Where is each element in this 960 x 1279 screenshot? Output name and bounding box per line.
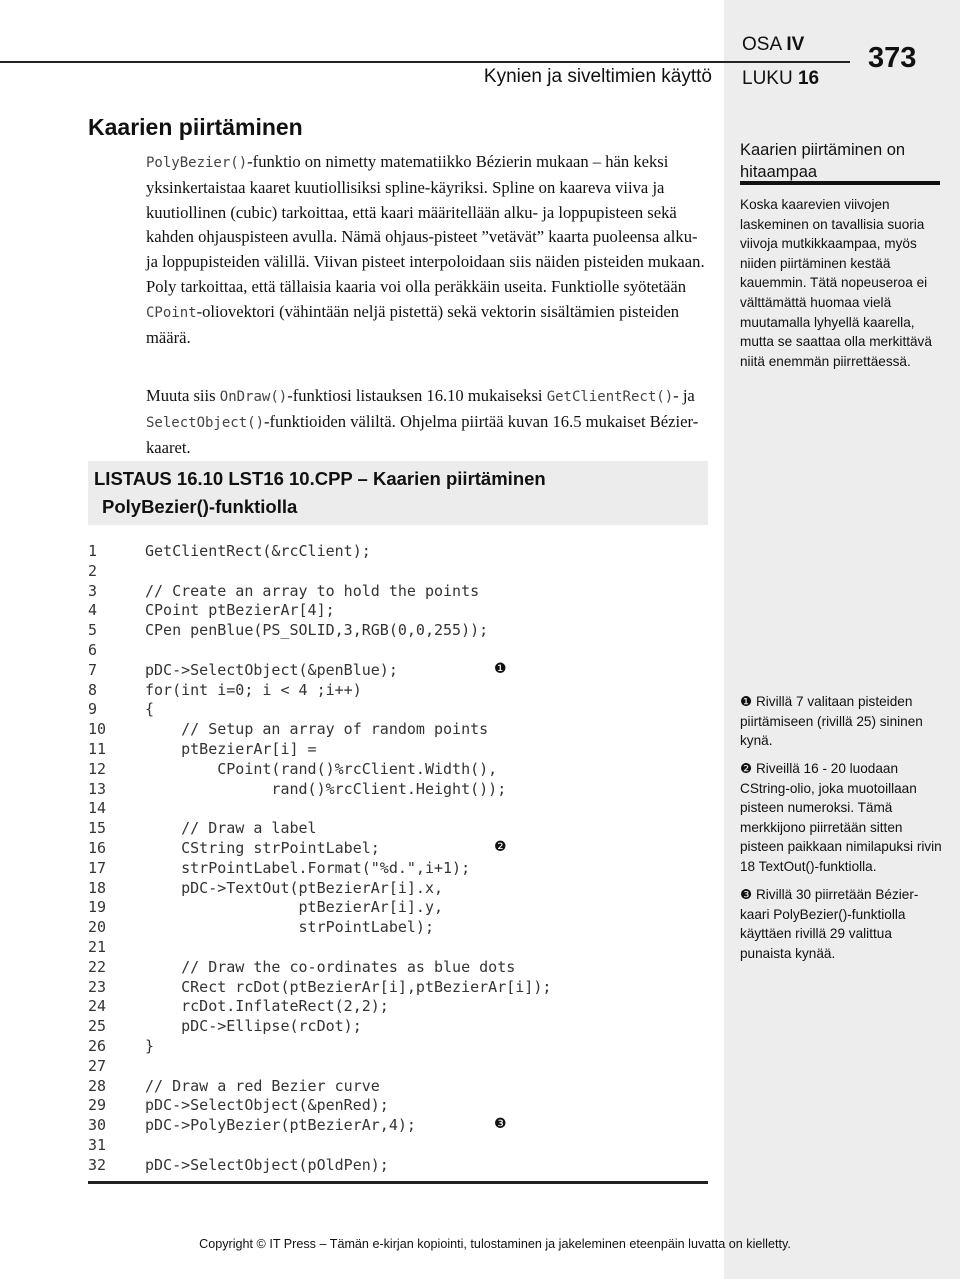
line-number: 16 [88, 839, 107, 857]
part-label [742, 34, 804, 56]
code-text: pDC->SelectObject(&penBlue); [145, 660, 398, 679]
copyright-footer: Copyright © IT Press – Tämän e-kirjan kopiointi, tulostaminen ja jakeleminen eteenpäin luvatta on kielletty. [199, 1237, 791, 1251]
line-number: 15 [88, 819, 107, 838]
inline-code: PolyBezier() [146, 155, 248, 171]
code-text: pDC->SelectObject(&penRed); [145, 1096, 389, 1115]
code-text: pDC->PolyBezier(ptBezierAr,4); [145, 1116, 416, 1135]
inline-code: SelectObject() [146, 414, 265, 431]
line-number: 11 [88, 740, 107, 758]
line-number: 21 [88, 938, 107, 956]
margin-column-background [724, 0, 960, 1279]
line-number: 13 [88, 779, 107, 798]
paragraph-text: -funktio on nimetty matematiikko Bézierin mukaan – hän keksi yksinkertaistaa kaaret kuutiollisiksi spline-käyriksi. Spline on kaareva viiva ja kuutiollinen (cubic) tarkoittaa, että kaari määritellään alku- ja loppupisteen sekä kahden ohjauspisteen avulla. Nämä ohjaus-pisteet ”vetävät” kaarta puoleensa alku- ja loppupisteiden välillä. Viivan pisteet interpoloidaan siis näiden pisteiden mukaan. Poly tarkoittaa, että tällaisia kaaria voi olla peräkkäin useita. Funktiolle syötetään [146, 152, 705, 296]
paragraph-text: -funktioiden väliltä. Ohjelma piirtää kuvan 16.5 mukaiset Bézier-kaaret. [146, 411, 699, 457]
code-text: // Create an array to hold the points [145, 581, 480, 600]
paragraph-text: -oliovektori (vähintään neljä pistettä) sekä vektorin sisältämien pisteiden määrä. [146, 301, 680, 347]
code-text: rand()%rcClient.Height()); [145, 779, 507, 798]
code-text: rcDot.InflateRect(2,2); [145, 997, 389, 1016]
line-number: 22 [88, 957, 107, 976]
line-number: 12 [88, 759, 107, 778]
code-text: CPen penBlue(PS_SOLID,3,RGB(0,0,255)); [145, 621, 489, 640]
code-text: // Draw the co-ordinates as blue dots [145, 957, 516, 976]
callout-marker: ❸ [494, 1116, 507, 1133]
note-text: Rivillä 7 valitaan pisteiden piirtämiseen (rivillä 25) sininen kynä. [740, 694, 923, 749]
sidebar-rule [740, 181, 940, 185]
line-number: 8 [88, 680, 98, 699]
line-number: 6 [88, 641, 98, 659]
listing-caption-line-1: LISTAUS 16.10 LST16 10.CPP – Kaarien piirtäminen [94, 468, 546, 489]
inline-code: OnDraw() [219, 389, 288, 405]
note-text: Riveillä 16 - 20 luodaan CString-olio, joka muotoillaan pisteen numeroksi. Tämä merkkijono piirretään sitten pisteen paikkaan nimilapuksi rivin 18 TextOut()-funktiolla. [740, 761, 942, 874]
code-text: ptBezierAr[i].y, [145, 898, 444, 917]
line-number: 7 [88, 660, 98, 679]
code-text: strPointLabel); [145, 918, 434, 937]
listing-bottom-rule [88, 1181, 708, 1184]
line-number: 4 [88, 601, 98, 620]
section-heading: Kaarien piirtäminen [88, 114, 303, 140]
code-text: pDC->TextOut(ptBezierAr[i].x, [145, 878, 444, 897]
listing-note-2 [740, 759, 945, 877]
line-number: 20 [88, 918, 107, 937]
code-text: // Draw a label [145, 819, 317, 838]
chapter-prefix: LUKU [742, 68, 793, 89]
chapter-number: 16 [797, 68, 820, 89]
code-text: // Setup an array of random points [145, 720, 489, 739]
line-number: 5 [88, 621, 98, 640]
line-number: 3 [88, 581, 98, 600]
header-rule [0, 61, 850, 63]
line-number: 19 [88, 898, 107, 917]
line-number: 14 [88, 799, 107, 818]
note-marker: ❶ [740, 694, 753, 709]
sidebar-heading: Kaarien piirtäminen on hitaampaa [740, 141, 906, 181]
paragraph-text: -funktiosi listauksen 16.10 mukaiseksi [287, 386, 547, 405]
line-number: 10 [88, 720, 107, 739]
listing-note-3 [740, 885, 945, 963]
line-number: 32 [88, 1155, 107, 1174]
code-text: ptBezierAr[i] = [145, 740, 317, 758]
code-text: for(int i=0; i < 4 ;i++) [145, 680, 362, 699]
line-number: 27 [88, 1056, 107, 1075]
line-number: 2 [88, 561, 98, 580]
inline-code: GetClientRect() [546, 389, 674, 405]
line-number: 28 [88, 1076, 107, 1095]
line-number: 29 [88, 1096, 107, 1115]
code-text: GetClientRect(&rcClient); [145, 542, 371, 560]
callout-marker: ❷ [494, 839, 507, 855]
sidebar-body: Koska kaarevien viivojen laskeminen on tavallisia suoria viivoja mutkikkaampaa, myös niiden piirtäminen kestää kauemmin. Tätä nopeuseroa ei välttämättä huomaa vielä muutamalla lyhyellä kaarella, mutta se saattaa olla merkittävä niitä enemmän piirrettäessä. [740, 197, 932, 369]
code-text: // Draw a red Bezier curve [145, 1076, 380, 1095]
inline-code: CPoint [146, 304, 197, 321]
line-number: 17 [88, 858, 107, 877]
code-text: CPoint ptBezierAr[4]; [145, 601, 335, 620]
part-prefix: OSA [742, 34, 782, 55]
code-text: CRect rcDot(ptBezierAr[i],ptBezierAr[i]); [145, 977, 552, 996]
note-marker: ❸ [740, 887, 753, 902]
line-number: 23 [88, 977, 107, 996]
line-number: 9 [88, 700, 98, 719]
line-number: 31 [88, 1136, 107, 1154]
line-number: 30 [88, 1116, 107, 1135]
line-number: 18 [88, 878, 107, 897]
line-number: 1 [88, 542, 98, 560]
code-text: CPoint(rand()%rcClient.Width(), [145, 759, 498, 778]
code-text: strPointLabel.Format("%d.",i+1); [145, 858, 471, 877]
paragraph-text: Muuta siis [146, 386, 220, 405]
listing-caption-line-2: PolyBezier()-funktiolla [102, 496, 298, 517]
line-number: 25 [88, 1017, 107, 1036]
code-text: pDC->Ellipse(rcDot); [145, 1017, 362, 1036]
code-text: CString strPointLabel; [145, 839, 380, 857]
running-chapter-title: Kynien ja siveltimien käyttö [483, 66, 712, 87]
note-text: Rivillä 30 piirretään Bézier-kaari PolyBezier()-funktiolla käyttäen rivillä 29 valittua punaista kynää. [740, 887, 919, 961]
body-paragraph-2 [146, 384, 706, 460]
line-number: 26 [88, 1037, 107, 1055]
code-text: pDC->SelectObject(pOldPen); [145, 1155, 389, 1174]
code-text: } [145, 1037, 155, 1055]
line-number: 24 [88, 997, 107, 1016]
note-marker: ❷ [740, 761, 753, 776]
paragraph-text: - ja [673, 386, 695, 405]
chapter-label [742, 68, 819, 90]
part-number: IV [786, 34, 805, 55]
page-number: 373 [868, 42, 917, 74]
listing-note-1 [740, 692, 945, 751]
code-text: { [145, 700, 155, 719]
callout-marker: ❶ [494, 660, 507, 677]
body-paragraph-1 [146, 150, 706, 350]
